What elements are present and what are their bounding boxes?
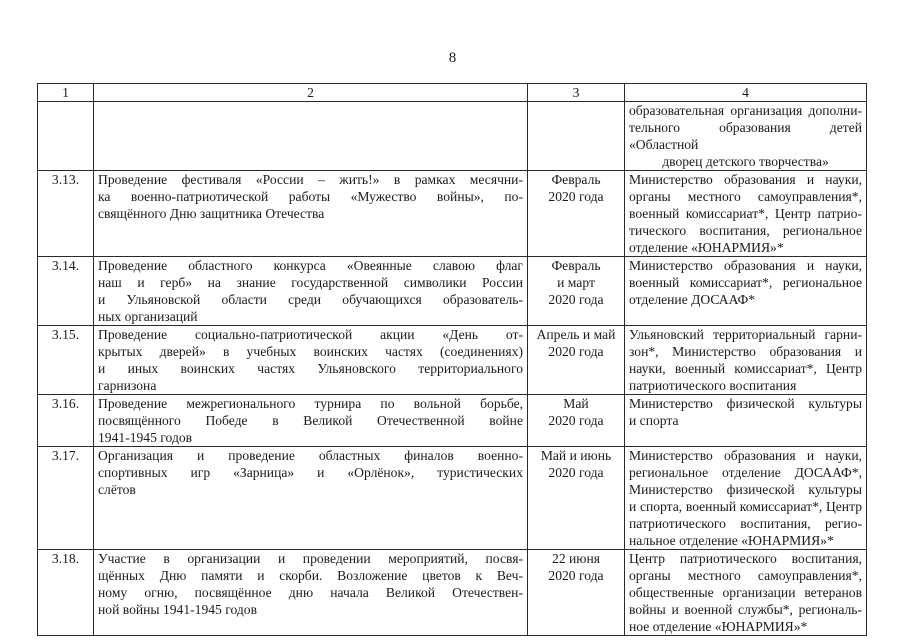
event-line: Участие в организации и проведении мероприятий, посвя- — [98, 551, 523, 566]
continuation-row — [38, 102, 867, 171]
event-line: Проведение областного конкурса «Овеянные славою флаг — [98, 258, 523, 273]
date-cell — [528, 171, 625, 257]
responsible-line: общественные организации ветеранов — [629, 585, 862, 600]
responsible-line: органы местного самоуправления*, — [629, 189, 862, 204]
table-header-row — [38, 84, 867, 102]
event-line: и Ульяновской области среди обучающихся образователь- — [98, 292, 523, 307]
row-number-cell: 3.18. — [38, 550, 94, 636]
responsible-line: региональное отделение ДОСААФ*, — [629, 465, 862, 480]
continuation-responsible-cell — [625, 102, 867, 171]
event-line: спортивных игр «Зарница» и «Орлёнок», туристических — [98, 465, 523, 480]
responsible-line: тического воспитания, региональное — [629, 223, 862, 238]
row-number-cell: 3.16. — [38, 395, 94, 447]
table-row — [38, 395, 867, 447]
responsible-line: Министерство образования и науки, — [629, 258, 862, 273]
event-line: Проведение межрегионального турнира по вольной борьбе, — [98, 396, 523, 411]
event-cell — [94, 395, 528, 447]
responsible-line: военный комиссариат*, региональное — [629, 275, 862, 290]
date-line: 2020 года — [548, 189, 604, 204]
responsible-cell — [625, 171, 867, 257]
event-line: гарнизона — [98, 378, 157, 393]
column-header-responsible: 4 — [625, 84, 867, 102]
table-row — [38, 550, 867, 636]
event-line: ка военно-патриотической работы «Мужество войны», по- — [98, 189, 523, 204]
responsible-line: органы местного самоуправления*, — [629, 568, 862, 583]
event-cell — [94, 171, 528, 257]
event-line: щённых Дню памяти и скорби. Возложение цветов к Веч- — [98, 568, 523, 583]
responsible-line: Министерство образования и науки, — [629, 448, 862, 463]
responsible-line: науки, военный комиссариат*, Центр — [629, 361, 862, 376]
responsible-line: дворец детского творчества» — [662, 154, 829, 169]
row-number-cell: 3.17. — [38, 447, 94, 550]
responsible-line: отделение ДОСААФ* — [629, 292, 756, 307]
event-line: Организация и проведение областных финалов военно- — [98, 448, 523, 463]
responsible-line: патриотического воспитания — [629, 378, 797, 393]
responsible-line: Центр патриотического воспитания, — [629, 551, 862, 566]
date-line: 2020 года — [548, 413, 604, 428]
date-cell — [528, 395, 625, 447]
event-line: и иных воинских частях Ульяновского территориального — [98, 361, 523, 376]
responsible-line: и спорта, военный комиссариат*, Центр — [629, 499, 862, 514]
event-line: ному огню, посвящённое дню начала Великой Отечествен- — [98, 585, 523, 600]
column-header-date: 3 — [528, 84, 625, 102]
responsible-line: Министерство физической культуры — [629, 482, 862, 497]
event-line: 1941-1945 годов — [98, 430, 193, 445]
responsible-cell — [625, 395, 867, 447]
continuation-event-cell — [94, 102, 528, 171]
responsible-line: отделение «ЮНАРМИЯ»* — [629, 240, 784, 255]
date-line: 2020 года — [548, 292, 604, 307]
event-line: свящённого Дню защитника Отечества — [98, 206, 325, 221]
column-header-event: 2 — [94, 84, 528, 102]
responsible-line: зон*, Министерство образования и — [629, 344, 862, 359]
continuation-number-cell — [38, 102, 94, 171]
event-cell — [94, 447, 528, 550]
date-cell — [528, 326, 625, 395]
event-cell — [94, 550, 528, 636]
responsible-cell — [625, 326, 867, 395]
table-row — [38, 447, 867, 550]
responsible-line: и спорта — [629, 413, 679, 428]
event-line: ных организаций — [98, 309, 198, 324]
table-row — [38, 171, 867, 257]
event-cell — [94, 257, 528, 326]
responsible-line: войны и военной службы*, региональ- — [629, 602, 862, 617]
responsible-cell — [625, 550, 867, 636]
date-line: Май и июнь — [540, 448, 612, 463]
date-cell — [528, 550, 625, 636]
responsible-line: тельного образования детей «Областной — [629, 120, 862, 152]
date-line: Февраль — [551, 172, 601, 187]
row-number-cell: 3.13. — [38, 171, 94, 257]
column-header-number: 1 — [38, 84, 94, 102]
event-line: Проведение фестиваля «России – жить!» в рамках месячни- — [98, 172, 523, 187]
table-row — [38, 326, 867, 395]
continuation-date-cell — [528, 102, 625, 171]
date-line: Апрель и май — [536, 327, 616, 342]
responsible-line: военный комиссариат*, Центр патрио- — [629, 206, 862, 221]
row-number-cell: 3.15. — [38, 326, 94, 395]
date-cell — [528, 257, 625, 326]
event-line: наш и герб» на знание государственной символики России — [98, 275, 523, 290]
responsible-cell — [625, 447, 867, 550]
events-table — [37, 83, 867, 636]
date-line: 2020 года — [548, 344, 604, 359]
row-number-cell: 3.14. — [38, 257, 94, 326]
event-line: ной войны 1941-1945 годов — [98, 602, 258, 617]
responsible-line: нальное отделение «ЮНАРМИЯ»* — [629, 533, 834, 548]
event-line: Проведение социально-патриотической акции «День от- — [98, 327, 523, 342]
date-line: 2020 года — [548, 568, 604, 583]
event-cell — [94, 326, 528, 395]
date-line: Май — [563, 396, 589, 411]
date-line: 2020 года — [548, 465, 604, 480]
responsible-line: образовательная организация дополни- — [629, 103, 862, 118]
date-line: 22 июня — [552, 551, 600, 566]
event-line: слётов — [98, 482, 136, 497]
responsible-line: Ульяновский территориальный гарни- — [629, 327, 862, 342]
responsible-line: Министерство образования и науки, — [629, 172, 862, 187]
page-number: 8 — [448, 50, 457, 66]
date-line: и март — [557, 275, 595, 290]
event-line: посвящённого Победе в Великой Отечественной войне — [98, 413, 523, 428]
responsible-cell — [625, 257, 867, 326]
responsible-line: патриотического воспитания, регио- — [629, 516, 862, 531]
event-line: крытых дверей» в учебных воинских частях (соединениях) — [98, 344, 523, 359]
date-cell — [528, 447, 625, 550]
responsible-line: Министерство физической культуры — [629, 396, 862, 411]
table-row — [38, 257, 867, 326]
date-line: Февраль — [551, 258, 601, 273]
responsible-line: ное отделение «ЮНАРМИЯ»* — [629, 619, 808, 634]
